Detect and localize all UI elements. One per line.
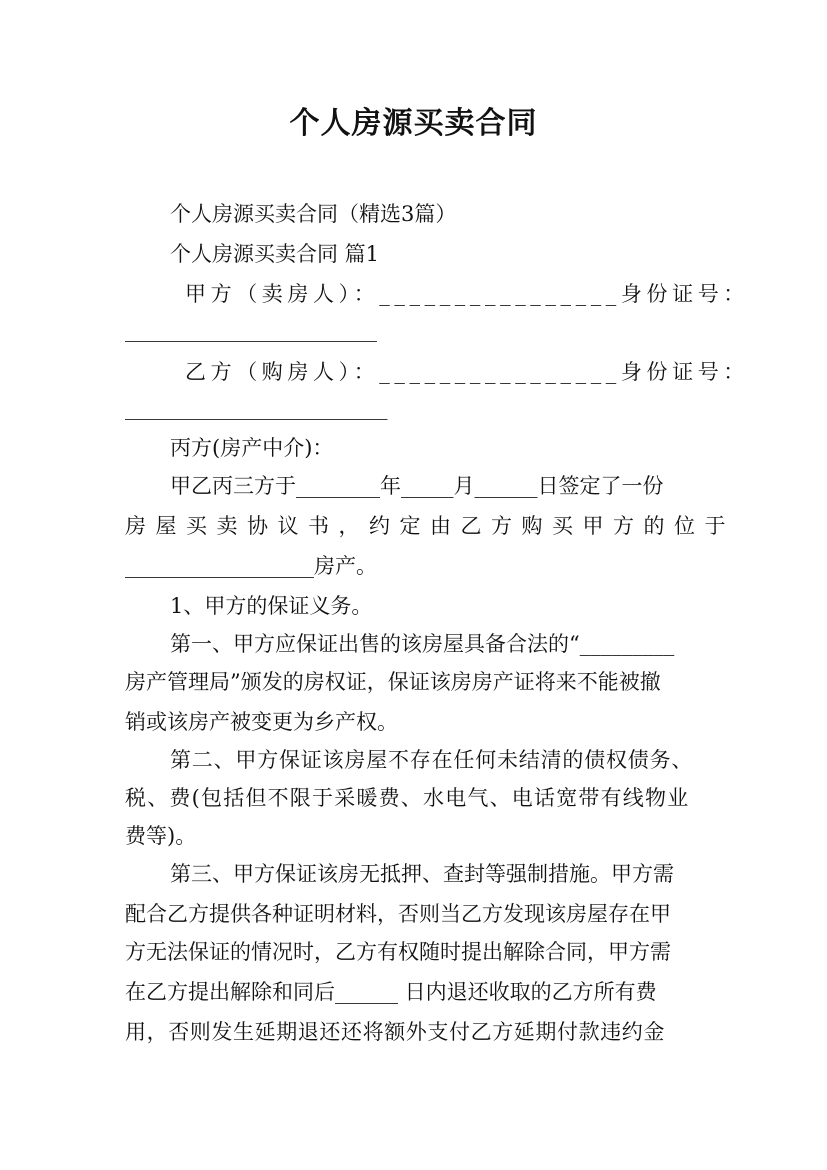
party-b-id-blank: _________________________	[125, 396, 388, 420]
paragraph-line: 第二、甲方保证该房屋不存在任何未结清的债权债务、	[170, 748, 694, 772]
subtitle-line: 个人房源买卖合同（精选3篇）	[170, 202, 457, 226]
party-c-line: 丙方(房产中介)：	[170, 436, 334, 460]
paragraph-line: 第一、甲方应保证出售的该房屋具备合法的“_________	[170, 632, 675, 656]
paragraph-line: 税、费(包括但不限于采暖费、水电气、电话宽带有线物业	[125, 786, 690, 810]
paragraph-line: 销或该房产被变更为乡产权。	[125, 710, 398, 734]
party-a-line: 甲方（卖房人）：________________身份证号：	[185, 282, 749, 306]
paragraph-line: 房屋买卖协议书，约定由乙方购买甲方的位于	[125, 514, 735, 538]
paragraph-line: 甲乙丙三方于________年_____月______日签定了一份	[170, 474, 664, 498]
clause-heading: 1、甲方的保证义务。	[170, 594, 373, 618]
paragraph-line: 费等)。	[125, 824, 197, 848]
document-title: 个人房源买卖合同	[289, 106, 538, 141]
paragraph-line: 房产管理局”颁发的房权证，保证该房房产证将来不能被撤	[125, 670, 661, 694]
party-b-line: 乙方（购房人）：________________身份证号：	[185, 360, 749, 384]
paragraph-line: 用，否则发生延期退还还将额外支付乙方延期付款违约金	[125, 1020, 665, 1044]
paragraph-line: 配合乙方提供各种证明材料，否则当乙方发现该房屋存在甲	[125, 902, 671, 926]
paragraph-line: 方无法保证的情况时，乙方有权随时提出解除合同，甲方需	[125, 940, 671, 964]
paragraph-line: __________________房产。	[125, 554, 377, 578]
section-heading: 个人房源买卖合同 篇1	[170, 242, 380, 266]
paragraph-line: 第三、甲方保证该房无抵押、查封等强制措施。甲方需	[170, 862, 674, 886]
paragraph-line: 在乙方提出解除和同后______ 日内退还收取的乙方所有费	[125, 980, 657, 1004]
party-a-id-blank: ________________________	[125, 318, 377, 342]
